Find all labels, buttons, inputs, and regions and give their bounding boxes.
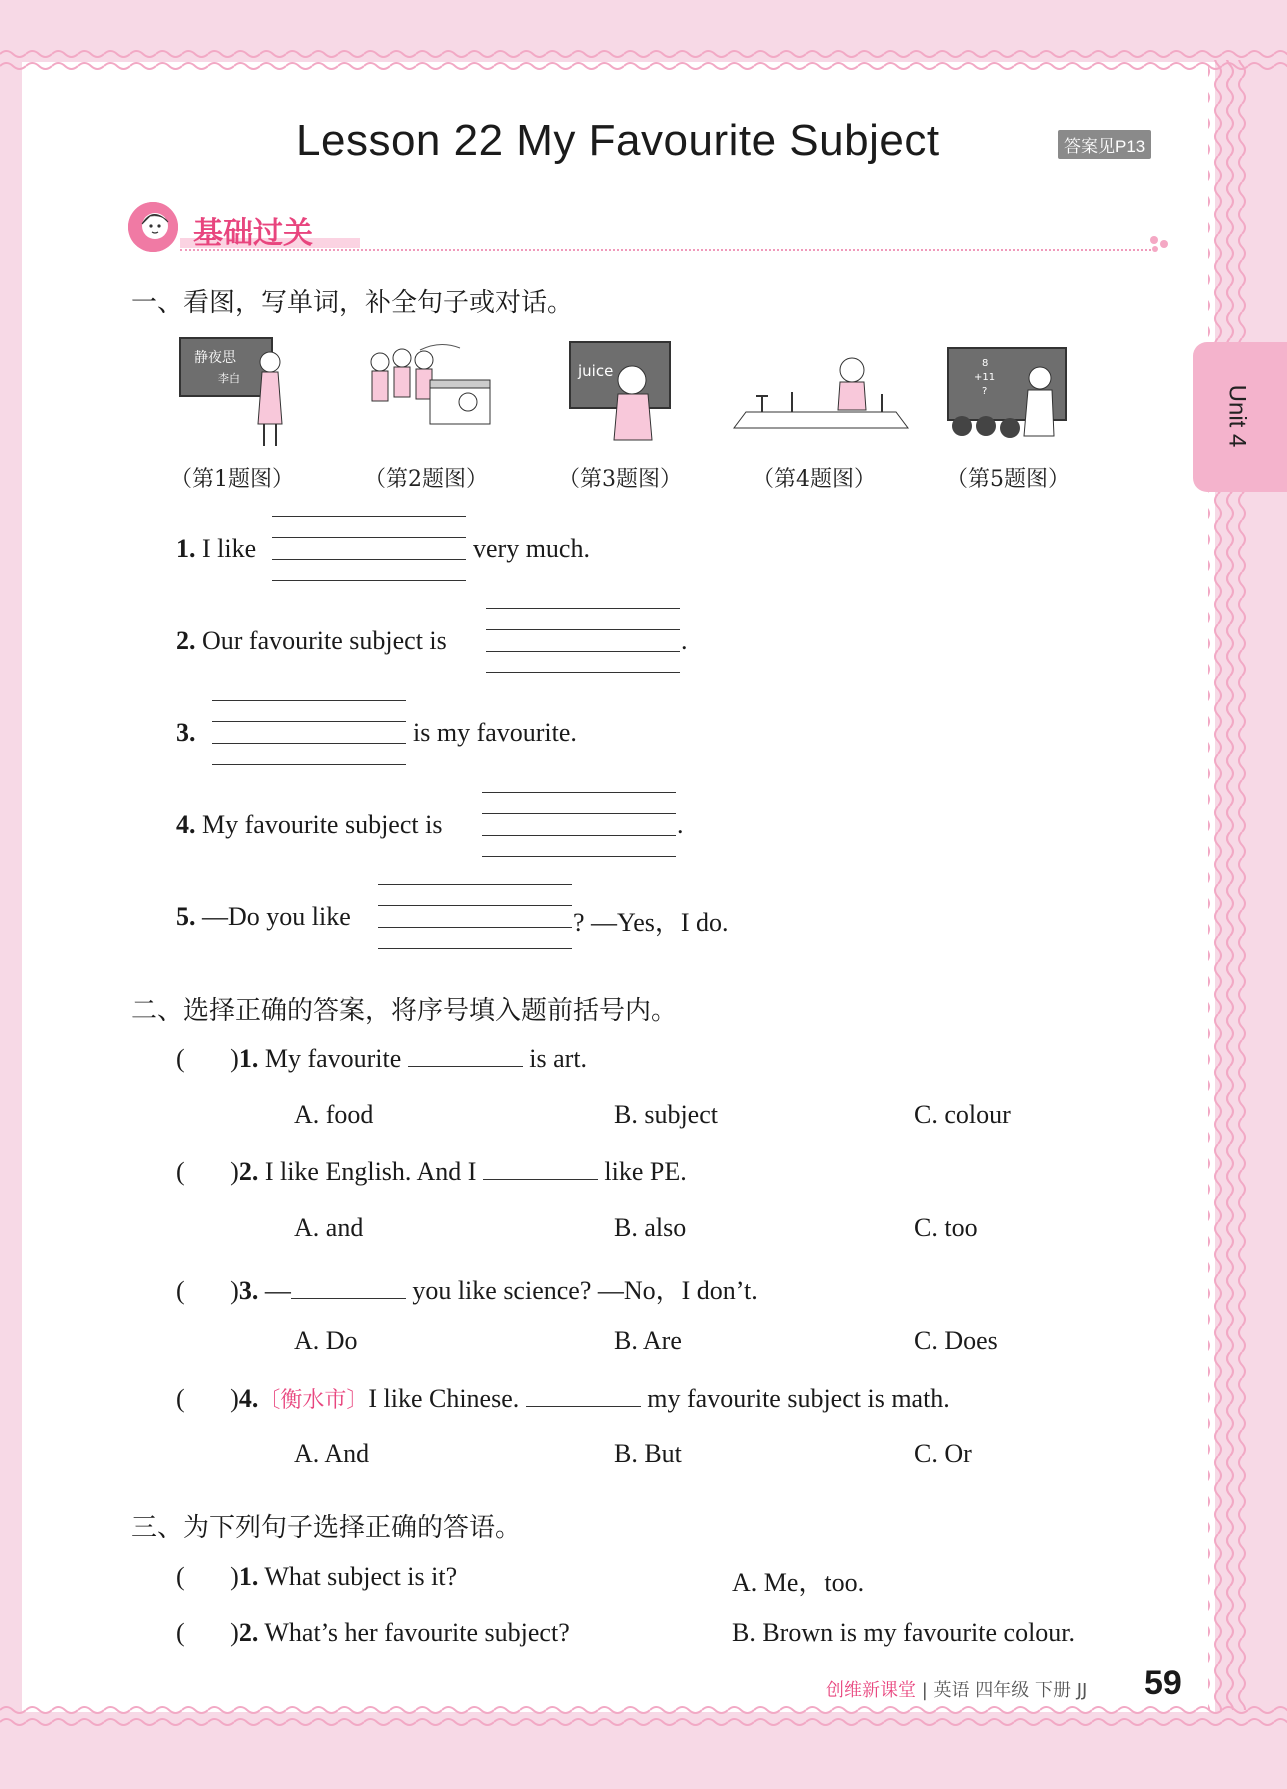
p1-item-5-before: —Do you like (202, 902, 351, 931)
p3-answer-b: B. Brown is my favourite colour. (732, 1618, 1076, 1647)
p1-item-3-num: 3. (176, 718, 196, 747)
part3-heading: 三、为下列句子选择正确的答语。 (131, 1513, 522, 1543)
p1-item-2 (176, 626, 447, 656)
part1-heading: 一、看图，写单词，补全句子或对话。 (131, 288, 574, 318)
teacher-math-board-picture (946, 346, 1070, 442)
p2-item-4-option-b: B. But (614, 1439, 682, 1468)
p1-item-5-blank[interactable] (378, 884, 572, 950)
p1-item-5-num: 5. (176, 902, 196, 931)
p1-item-1-num: 1. (176, 534, 196, 563)
footer-brand: 创维新课堂 (826, 1680, 916, 1701)
p3-item-1-question: What subject is it? (264, 1562, 458, 1591)
p3-item-2 (176, 1618, 570, 1648)
p2-item-4-bracket[interactable]: ( ) (176, 1384, 239, 1413)
teacher-chinese-board-picture (178, 334, 290, 454)
p2-item-4-source-tag: 〔衡水市〕 (258, 1388, 369, 1413)
p2-item-4-before: I like Chinese. (368, 1384, 520, 1413)
p1-item-1-before: I like (202, 534, 257, 563)
pic1-board-text: 静夜思 (194, 350, 236, 366)
p2-item-1-option-b: B. subject (614, 1100, 718, 1129)
p1-item-2-before: Our favourite subject is (202, 626, 447, 655)
page-number: 59 (1144, 1664, 1182, 1702)
footer-book-info: 英语 四年级 下册 JJ (933, 1680, 1088, 1701)
pic5-board-text-line2: +11 (974, 372, 996, 383)
p2-item-4-option-a: A. And (294, 1439, 370, 1468)
p1-item-5-after: ? —Yes，I do. (573, 908, 729, 937)
section-divider (180, 249, 1155, 251)
p2-item-2 (176, 1157, 687, 1187)
p3-item-1 (176, 1562, 457, 1592)
girl-science-lab-picture (732, 352, 910, 436)
pic3-board-text: juice (578, 362, 614, 380)
caption-4: （第4题图） (752, 467, 876, 492)
p1-item-3-after: is my favourite. (413, 718, 577, 747)
children-piano-picture (360, 340, 500, 446)
footer-info (826, 1676, 1087, 1702)
footer-separator: | (921, 1680, 928, 1701)
teacher-juice-board-picture (568, 340, 676, 444)
answer-reference-badge: 答案见P13 (1058, 130, 1151, 159)
section-heading: 基础过关 (193, 216, 313, 251)
p2-item-3-blank[interactable] (291, 1278, 406, 1299)
p2-item-4-after: my favourite subject is math. (647, 1384, 950, 1413)
pic5-board-text-line1: 8 (982, 358, 989, 369)
p1-item-4 (176, 810, 442, 840)
p2-item-1-bracket[interactable]: ( ) (176, 1044, 239, 1073)
caption-1: （第1题图） (170, 467, 294, 492)
p2-item-4-blank[interactable] (526, 1386, 641, 1407)
p2-item-4-num: 4. (238, 1384, 259, 1413)
pic5-board-text-line3: ? (982, 386, 988, 397)
p2-item-2-num: 2. (238, 1157, 259, 1186)
caption-3: （第3题图） (558, 467, 682, 492)
p3-item-1-num: 1. (238, 1562, 259, 1591)
p2-item-3-option-c: C. Does (914, 1326, 998, 1355)
p1-item-2-blank[interactable] (486, 608, 680, 674)
caption-2: （第2题图） (364, 467, 488, 492)
p3-answer-a: A. Me，too. (732, 1568, 865, 1597)
p2-item-1-blank[interactable] (408, 1046, 523, 1067)
p2-item-3-bracket[interactable]: ( ) (176, 1276, 239, 1305)
p1-item-4-after: . (677, 810, 684, 839)
p2-item-3 (176, 1270, 758, 1307)
p1-item-1-blank[interactable] (272, 516, 466, 582)
p3-item-2-question: What’s her favourite subject? (264, 1618, 570, 1647)
pic1-board-text2: 李白 (218, 372, 240, 385)
p2-item-4 (176, 1383, 950, 1414)
p1-item-2-num: 2. (176, 626, 196, 655)
p2-item-3-after: you like science? —No，I don’t. (412, 1276, 758, 1305)
p3-item-2-num: 2. (238, 1618, 259, 1647)
p2-item-2-bracket[interactable]: ( ) (176, 1157, 239, 1186)
unit-side-tab-label: Unit 4 (1223, 384, 1251, 448)
p3-item-1-bracket[interactable]: ( ) (176, 1562, 239, 1591)
p2-item-1 (176, 1044, 587, 1074)
p3-item-2-bracket[interactable]: ( ) (176, 1618, 239, 1647)
p2-item-1-num: 1. (238, 1044, 259, 1073)
p2-item-3-before: — (264, 1276, 291, 1305)
girl-avatar-icon (128, 202, 178, 252)
part2-heading: 二、选择正确的答案，将序号填入题前括号内。 (131, 996, 678, 1026)
p2-item-3-option-b: B. Are (614, 1326, 682, 1355)
p2-item-1-before: My favourite (264, 1044, 402, 1073)
p2-item-2-option-b: B. also (614, 1213, 687, 1242)
p1-item-5 (176, 902, 351, 932)
p1-item-4-before: My favourite subject is (202, 810, 443, 839)
p1-item-4-num: 4. (176, 810, 196, 839)
p2-item-2-before: I like English. And I (264, 1157, 477, 1186)
p2-item-1-option-a: A. food (294, 1100, 374, 1129)
page-title: Lesson 22 My Favourite Subject (296, 116, 940, 165)
dots-icon (1148, 234, 1172, 254)
p1-item-3 (176, 718, 196, 748)
p2-item-3-option-a: A. Do (294, 1326, 358, 1355)
p2-item-2-option-a: A. and (294, 1213, 364, 1242)
p2-item-2-option-c: C. too (914, 1213, 978, 1242)
p2-item-3-num: 3. (238, 1276, 259, 1305)
caption-5: （第5题图） (946, 467, 1070, 492)
p2-item-1-option-c: C. colour (914, 1100, 1011, 1129)
p2-item-2-after: like PE. (604, 1157, 687, 1186)
p1-item-4-blank[interactable] (482, 792, 676, 858)
p2-item-4-option-c: C. Or (914, 1439, 972, 1468)
p2-item-1-after: is art. (529, 1044, 588, 1073)
p1-item-1-after: very much. (473, 534, 590, 563)
p1-item-2-after: . (681, 626, 688, 655)
p1-item-3-blank[interactable] (212, 700, 406, 766)
p2-item-2-blank[interactable] (483, 1159, 598, 1180)
p1-item-1 (176, 534, 256, 564)
